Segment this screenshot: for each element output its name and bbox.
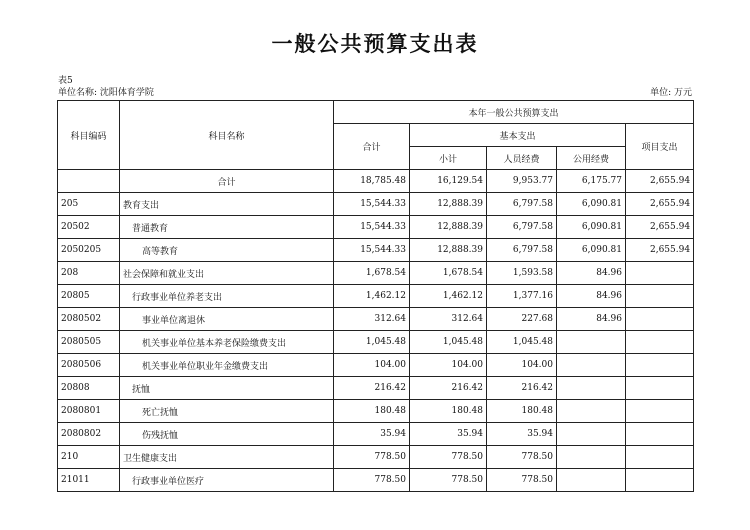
row-public: 84.96 (557, 308, 626, 331)
row-project (626, 331, 694, 354)
row-name: 高等教育 (120, 239, 334, 262)
row-personnel: 227.68 (487, 308, 557, 331)
header-subtotal: 小计 (410, 147, 487, 170)
row-total: 1,678.54 (334, 262, 410, 285)
row-personnel: 6,797.58 (487, 193, 557, 216)
row-total: 180.48 (334, 400, 410, 423)
row-code: 2080802 (58, 423, 120, 446)
table-row (58, 193, 694, 216)
table-row (58, 446, 694, 469)
table-row (58, 331, 694, 354)
row-total: 312.64 (334, 308, 410, 331)
row-personnel: 1,045.48 (487, 331, 557, 354)
row-code: 205 (58, 193, 120, 216)
row-project: 2,655.94 (626, 239, 694, 262)
row-total: 1,462.12 (334, 285, 410, 308)
row-project (626, 446, 694, 469)
row-personnel: 104.00 (487, 354, 557, 377)
row-public (557, 423, 626, 446)
row-name: 社会保障和就业支出 (120, 262, 334, 285)
row-personnel: 778.50 (487, 469, 557, 492)
row-personnel: 6,797.58 (487, 216, 557, 239)
row-name: 抚恤 (120, 377, 334, 400)
row-subtotal: 12,888.39 (410, 193, 487, 216)
row-public (557, 469, 626, 492)
row-project: 2,655.94 (626, 216, 694, 239)
total-row-public: 6,175.77 (557, 170, 626, 193)
row-project (626, 400, 694, 423)
row-name: 普通教育 (120, 216, 334, 239)
row-subtotal: 12,888.39 (410, 239, 487, 262)
row-total: 778.50 (334, 469, 410, 492)
header-name: 科目名称 (120, 101, 334, 170)
row-total: 1,045.48 (334, 331, 410, 354)
unit-name: 单位名称: 沈阳体育学院 (58, 88, 154, 98)
row-code: 210 (58, 446, 120, 469)
row-total: 35.94 (334, 423, 410, 446)
row-public: 6,090.81 (557, 193, 626, 216)
row-subtotal: 104.00 (410, 354, 487, 377)
header-public: 公用经费 (557, 147, 626, 170)
row-code: 21011 (58, 469, 120, 492)
total-row-subtotal: 16,129.54 (410, 170, 487, 193)
row-public (557, 377, 626, 400)
row-name: 行政事业单位医疗 (120, 469, 334, 492)
row-name: 机关事业单位基本养老保险缴费支出 (120, 331, 334, 354)
row-project (626, 285, 694, 308)
table-row (58, 469, 694, 492)
row-subtotal: 312.64 (410, 308, 487, 331)
row-project (626, 423, 694, 446)
currency-unit: 单位: 万元 (650, 88, 692, 98)
row-personnel: 216.42 (487, 377, 557, 400)
header-current-year: 本年一般公共预算支出 (334, 101, 694, 124)
header-personnel: 人员经费 (487, 147, 557, 170)
table-row (58, 354, 694, 377)
row-total: 104.00 (334, 354, 410, 377)
row-code: 2080506 (58, 354, 120, 377)
row-name: 卫生健康支出 (120, 446, 334, 469)
row-total: 216.42 (334, 377, 410, 400)
row-name: 教育支出 (120, 193, 334, 216)
row-public: 84.96 (557, 262, 626, 285)
row-subtotal: 1,045.48 (410, 331, 487, 354)
row-subtotal: 180.48 (410, 400, 487, 423)
row-subtotal: 778.50 (410, 469, 487, 492)
total-row-label: 合计 (120, 170, 334, 193)
row-code: 20805 (58, 285, 120, 308)
row-public: 6,090.81 (557, 216, 626, 239)
total-row-personnel: 9,953.77 (487, 170, 557, 193)
row-name: 机关事业单位职业年金缴费支出 (120, 354, 334, 377)
table-row (58, 400, 694, 423)
row-total: 15,544.33 (334, 239, 410, 262)
budget-table (57, 100, 694, 492)
row-name: 事业单位离退休 (120, 308, 334, 331)
row-project (626, 354, 694, 377)
total-row (58, 170, 694, 193)
table-row (58, 377, 694, 400)
row-subtotal: 216.42 (410, 377, 487, 400)
table-row (58, 308, 694, 331)
row-name: 行政事业单位养老支出 (120, 285, 334, 308)
row-total: 15,544.33 (334, 193, 410, 216)
header-project: 项目支出 (626, 124, 694, 170)
row-project (626, 262, 694, 285)
row-personnel: 1,593.58 (487, 262, 557, 285)
row-project (626, 469, 694, 492)
row-subtotal: 12,888.39 (410, 216, 487, 239)
row-public (557, 400, 626, 423)
form-number: 表5 (58, 76, 73, 86)
row-total: 15,544.33 (334, 216, 410, 239)
row-code: 2050205 (58, 239, 120, 262)
row-code: 208 (58, 262, 120, 285)
row-public: 84.96 (557, 285, 626, 308)
row-personnel: 6,797.58 (487, 239, 557, 262)
row-public (557, 354, 626, 377)
total-row-total: 18,785.48 (334, 170, 410, 193)
row-code: 2080502 (58, 308, 120, 331)
row-code: 20808 (58, 377, 120, 400)
row-subtotal: 1,462.12 (410, 285, 487, 308)
row-subtotal: 778.50 (410, 446, 487, 469)
row-public (557, 446, 626, 469)
row-code: 2080801 (58, 400, 120, 423)
row-project: 2,655.94 (626, 193, 694, 216)
row-subtotal: 35.94 (410, 423, 487, 446)
table-row (58, 285, 694, 308)
total-row-code (58, 170, 120, 193)
row-code: 20502 (58, 216, 120, 239)
row-project (626, 377, 694, 400)
header-basic: 基本支出 (410, 124, 626, 147)
header-code: 科目编码 (58, 101, 120, 170)
row-total: 778.50 (334, 446, 410, 469)
header-total: 合计 (334, 124, 410, 170)
row-public: 6,090.81 (557, 239, 626, 262)
table-row (58, 423, 694, 446)
row-personnel: 180.48 (487, 400, 557, 423)
row-name: 伤残抚恤 (120, 423, 334, 446)
row-code: 2080505 (58, 331, 120, 354)
table-row (58, 239, 694, 262)
table-row (58, 216, 694, 239)
row-public (557, 331, 626, 354)
row-name: 死亡抚恤 (120, 400, 334, 423)
row-project (626, 308, 694, 331)
total-row-project: 2,655.94 (626, 170, 694, 193)
row-personnel: 1,377.16 (487, 285, 557, 308)
row-subtotal: 1,678.54 (410, 262, 487, 285)
table-row (58, 262, 694, 285)
row-personnel: 35.94 (487, 423, 557, 446)
page-title: 一般公共预算支出表 (271, 32, 479, 56)
row-personnel: 778.50 (487, 446, 557, 469)
